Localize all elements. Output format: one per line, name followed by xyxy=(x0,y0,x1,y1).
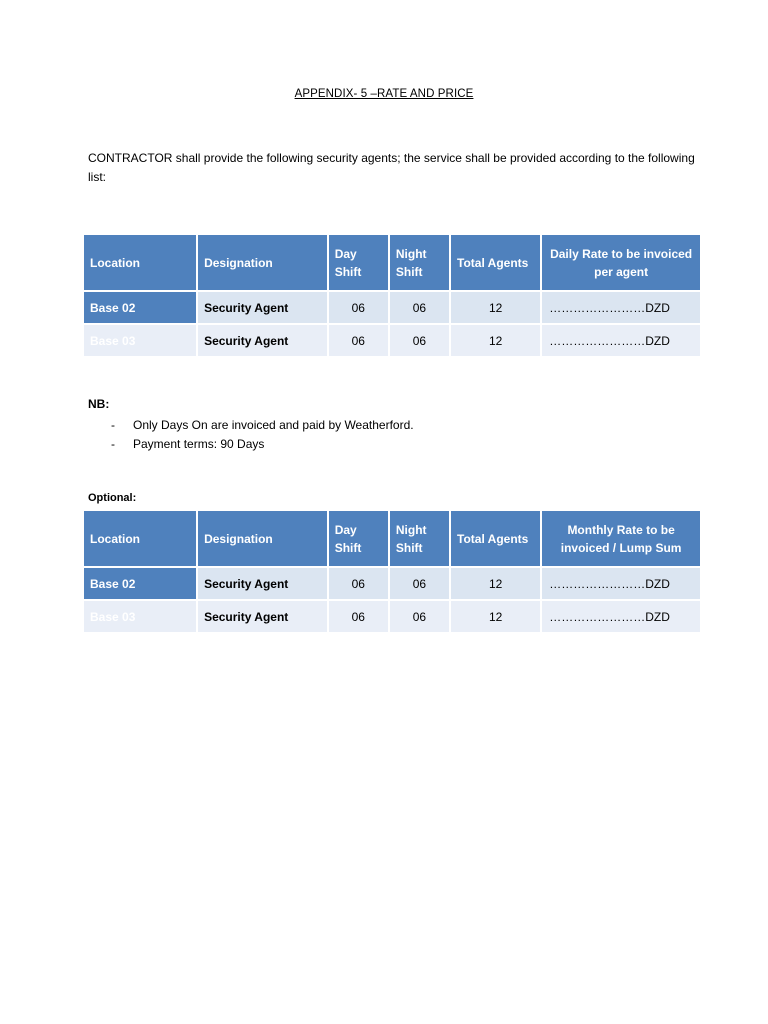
column-header-total-agents: Total Agents xyxy=(451,235,540,290)
night-shift-cell: 06 xyxy=(390,568,449,599)
list-bullet: - xyxy=(111,437,115,451)
total-agents-cell: 12 xyxy=(451,568,540,599)
column-header-night-shift: Night Shift xyxy=(390,511,449,566)
total-agents-cell: 12 xyxy=(451,325,540,356)
designation-cell: Security Agent xyxy=(198,325,327,356)
table-header-row xyxy=(84,511,700,566)
table-row xyxy=(84,325,700,356)
note-text: Payment terms: 90 Days xyxy=(133,437,265,451)
night-shift-cell: 06 xyxy=(390,325,449,356)
optional-label: Optional: xyxy=(88,492,137,504)
column-header-day-shift: Day Shift xyxy=(329,511,388,566)
rate-cell: ……………………DZD xyxy=(542,568,700,599)
page-title: APPENDIX- 5 –RATE AND PRICE xyxy=(294,88,474,100)
designation-cell: Security Agent xyxy=(198,292,327,323)
location-cell: Base 03 xyxy=(84,325,196,356)
list-item xyxy=(88,416,414,435)
column-header-designation: Designation xyxy=(198,235,327,290)
designation-cell: Security Agent xyxy=(198,601,327,632)
location-cell: Base 02 xyxy=(84,292,196,323)
total-agents-cell: 12 xyxy=(451,601,540,632)
column-header-daily-rate: Daily Rate to be invoiced per agent xyxy=(542,235,700,290)
total-agents-cell: 12 xyxy=(451,292,540,323)
column-header-location: Location xyxy=(84,511,196,566)
day-shift-cell: 06 xyxy=(329,568,388,599)
intro-paragraph: CONTRACTOR shall provide the following security agents; the service shall be provided according to the following list: xyxy=(88,151,695,184)
night-shift-cell: 06 xyxy=(390,292,449,323)
notes-list xyxy=(88,416,414,454)
table-row xyxy=(84,568,700,599)
day-shift-cell: 06 xyxy=(329,325,388,356)
note-text: Only Days On are invoiced and paid by Weatherford. xyxy=(133,418,414,432)
day-shift-cell: 06 xyxy=(329,292,388,323)
location-cell: Base 03 xyxy=(84,601,196,632)
table-header-row xyxy=(84,235,700,290)
table-row xyxy=(84,601,700,632)
day-shift-cell: 06 xyxy=(329,601,388,632)
notes-label: NB: xyxy=(88,397,110,411)
location-cell: Base 02 xyxy=(84,568,196,599)
designation-cell: Security Agent xyxy=(198,568,327,599)
column-header-monthly-rate: Monthly Rate to be invoiced / Lump Sum xyxy=(542,511,700,566)
column-header-day-shift: Day Shift xyxy=(329,235,388,290)
rate-cell: ……………………DZD xyxy=(542,325,700,356)
night-shift-cell: 06 xyxy=(390,601,449,632)
rate-cell: ……………………DZD xyxy=(542,601,700,632)
column-header-designation: Designation xyxy=(198,511,327,566)
column-header-location: Location xyxy=(84,235,196,290)
rate-cell: ……………………DZD xyxy=(542,292,700,323)
column-header-night-shift: Night Shift xyxy=(390,235,449,290)
monthly-rate-table xyxy=(82,509,702,634)
table-row xyxy=(84,292,700,323)
list-item xyxy=(88,435,414,454)
list-bullet: - xyxy=(111,418,115,432)
column-header-total-agents: Total Agents xyxy=(451,511,540,566)
daily-rate-table xyxy=(82,233,702,358)
